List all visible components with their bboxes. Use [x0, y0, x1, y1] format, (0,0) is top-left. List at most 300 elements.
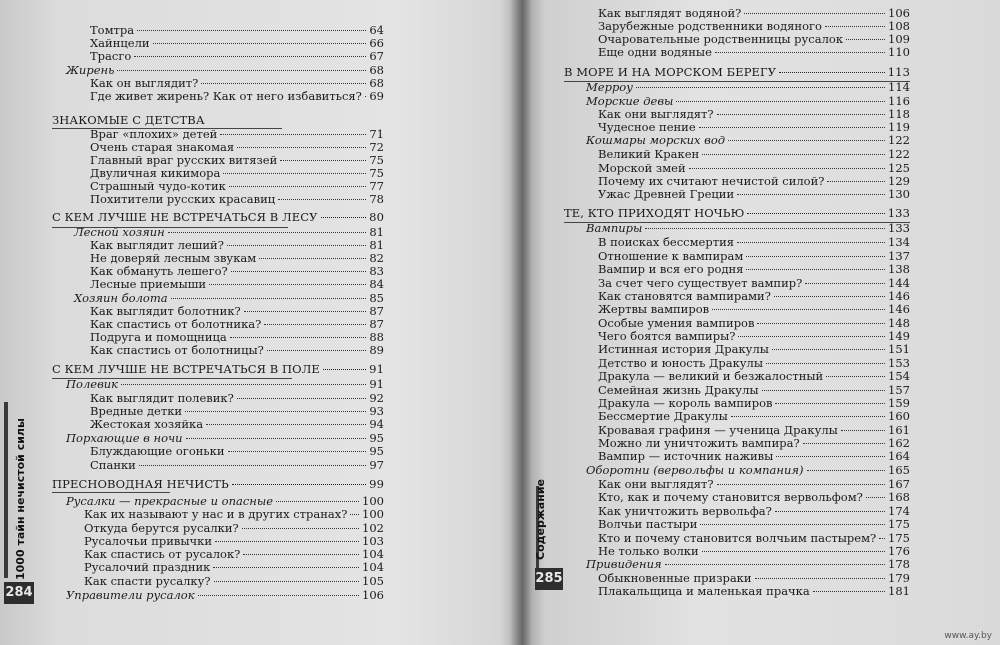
- dot-leader: [737, 242, 885, 243]
- toc-page-number: 134: [888, 235, 910, 249]
- toc-subsection-entry: [66, 378, 384, 391]
- dot-leader: [775, 511, 885, 512]
- dot-leader: [214, 581, 360, 582]
- toc-page-number: 95: [369, 431, 384, 445]
- toc-entry-title: Как они выглядят?: [598, 107, 714, 121]
- toc-entry-title: Зарубежные родственники водяного: [598, 19, 822, 33]
- toc-entry-title: Кто, как и почему становится вервольфом?: [598, 490, 863, 504]
- toc-entry: [598, 188, 910, 201]
- toc-entry-title: Оборотни (вервольфы и компания): [586, 463, 804, 477]
- dot-leader: [276, 501, 359, 502]
- dot-leader: [117, 70, 366, 71]
- toc-section-heading: [564, 66, 910, 79]
- toc-entry-title: Особые умения вампиров: [598, 316, 755, 330]
- toc-page-number: 138: [888, 262, 910, 276]
- toc-page-number: 118: [888, 107, 910, 121]
- toc-entry-title: Как спасти русалку?: [84, 574, 211, 588]
- toc-entry-title: Привидения: [586, 557, 662, 571]
- toc-entry: [598, 46, 910, 59]
- toc-page-number: 69: [369, 89, 384, 103]
- toc-entry-title: ПРЕСНОВОДНАЯ НЕЧИСТЬ: [52, 477, 229, 491]
- toc-page-number: 146: [888, 302, 910, 316]
- dot-leader: [350, 514, 359, 515]
- toc-page-number: 137: [888, 249, 910, 263]
- dot-leader: [866, 497, 885, 498]
- book-gutter: [510, 0, 532, 645]
- toc-page-number: 161: [888, 423, 910, 437]
- dot-leader: [215, 541, 359, 542]
- dot-leader: [636, 87, 885, 88]
- toc-entry-title: Как выглядит леший?: [90, 238, 224, 252]
- toc-entry-title: Морской змей: [598, 161, 686, 175]
- toc-entry-title: Мерроу: [586, 80, 633, 94]
- toc-entry: [90, 459, 384, 472]
- section-title-spine: Содержание: [534, 479, 547, 560]
- dot-leader: [278, 199, 366, 200]
- toc-page-number: 87: [369, 304, 384, 318]
- toc-entry-title: Не доверяй лесным звукам: [90, 251, 257, 265]
- toc-page-number: 122: [888, 133, 910, 147]
- toc-page-number: 144: [888, 276, 910, 290]
- toc-entry-title: Лесной хозяин: [74, 225, 165, 239]
- dot-leader: [712, 309, 885, 310]
- toc-entry: [90, 278, 384, 291]
- toc-entry-title: Великий Кракен: [598, 147, 700, 161]
- toc-entry-title: ТЕ, КТО ПРИХОДЯТ НОЧЬЮ: [564, 206, 745, 220]
- toc-entry-title: Хозяин болота: [74, 291, 168, 305]
- toc-page-number: 72: [369, 140, 384, 154]
- dot-leader: [230, 337, 367, 338]
- dot-leader: [737, 194, 885, 195]
- toc-page-number: 113: [887, 65, 910, 79]
- toc-page-number: 130: [888, 187, 910, 201]
- toc-entry-title: Плакальщица и маленькая прачка: [598, 584, 810, 598]
- dot-leader: [323, 369, 366, 370]
- toc-entry: [598, 343, 910, 356]
- dot-leader: [242, 528, 359, 529]
- dot-leader: [779, 72, 885, 73]
- toc-entry-title: Как становятся вампирами?: [598, 289, 771, 303]
- toc-page-number: 91: [369, 377, 384, 391]
- toc-section-heading: [564, 207, 910, 220]
- toc-entry-title: Семейная жизнь Дракулы: [598, 383, 759, 397]
- dot-leader: [738, 336, 885, 337]
- toc-entry-title: За счет чего существует вампир?: [598, 276, 803, 290]
- toc-page-number: 168: [888, 490, 910, 504]
- toc-page-number: 94: [369, 417, 384, 431]
- dot-leader: [879, 538, 885, 539]
- toc-page-number: 174: [888, 504, 910, 518]
- dot-leader: [775, 403, 885, 404]
- toc-entry: [84, 508, 384, 521]
- section-underline: [52, 378, 292, 379]
- toc-entry-title: Чудесное пение: [598, 120, 696, 134]
- toc-entry-title: Враг «плохих» детей: [90, 127, 218, 141]
- dot-leader: [805, 283, 885, 284]
- dot-leader: [168, 232, 367, 233]
- toc-page-number: 77: [369, 179, 384, 193]
- section-underline: [52, 492, 170, 493]
- toc-page-number: 64: [369, 23, 384, 37]
- toc-page-number: 119: [888, 120, 910, 134]
- toc-page-number: 67: [369, 49, 384, 63]
- toc-entry-title: Как обмануть лешего?: [90, 264, 228, 278]
- toc-page-number: 175: [888, 531, 910, 545]
- toc-entry-title: Жестокая хозяйка: [90, 417, 204, 431]
- dot-leader: [728, 140, 885, 141]
- book-title-spine: 1000 тайн нечистой силы: [14, 418, 27, 580]
- dot-leader: [776, 456, 885, 457]
- toc-page-number: 68: [369, 76, 384, 90]
- toc-entry-title: Очаровательные родственницы русалок: [598, 32, 844, 46]
- toc-entry: [598, 518, 910, 531]
- toc-page-number: 75: [369, 153, 384, 167]
- toc-entry-title: Морские девы: [586, 94, 674, 108]
- toc-section-heading: [52, 478, 384, 491]
- toc-entry: [90, 90, 384, 103]
- toc-entry: [90, 37, 384, 50]
- dot-leader: [153, 43, 367, 44]
- dot-leader: [267, 350, 367, 351]
- dot-leader: [137, 30, 366, 31]
- dot-leader: [201, 83, 366, 84]
- toc-entry-title: Страшный чудо-котик: [90, 179, 226, 193]
- toc-page-number: 75: [369, 166, 384, 180]
- toc-entry: [598, 303, 910, 316]
- toc-page-number: 114: [888, 80, 910, 94]
- toc-page-number: 87: [369, 317, 384, 331]
- dot-leader: [803, 443, 885, 444]
- toc-entry-title: Еще одни водяные: [598, 45, 712, 59]
- toc-entry-title: В поисках бессмертия: [598, 235, 734, 249]
- dot-leader: [237, 398, 367, 399]
- dot-leader: [227, 245, 366, 246]
- toc-entry-title: Русалки — прекрасные и опасные: [66, 494, 274, 508]
- dot-leader: [228, 451, 367, 452]
- toc-section-heading: [52, 114, 205, 127]
- toc-subsection-entry: [586, 464, 910, 477]
- dot-leader: [365, 96, 367, 97]
- toc-subsection-entry: [586, 222, 910, 235]
- toc-entry-title: Вампир — источник наживы: [598, 449, 774, 463]
- dot-leader: [699, 127, 885, 128]
- toc-page-number: 92: [369, 391, 384, 405]
- toc-page-number: 175: [888, 517, 910, 531]
- toc-page-number: 178: [888, 557, 910, 571]
- toc-page-number: 81: [369, 238, 384, 252]
- dot-leader: [259, 258, 366, 259]
- toc-entry: [598, 370, 910, 383]
- toc-entry-title: Полевик: [66, 377, 119, 391]
- toc-page-number: 164: [888, 449, 910, 463]
- toc-entry-title: Бессмертие Дракулы: [598, 409, 728, 423]
- toc-page-number: 66: [369, 36, 384, 50]
- dot-leader: [321, 217, 367, 218]
- toc-page-number: 176: [888, 544, 910, 558]
- toc-page-number: 133: [888, 221, 910, 235]
- toc-page-number: 82: [369, 251, 384, 265]
- toc-section-heading: [52, 363, 384, 376]
- toc-entry: [598, 450, 910, 463]
- toc-entry-title: С КЕМ ЛУЧШЕ НЕ ВСТРЕЧАТЬСЯ В ПОЛЕ: [52, 362, 320, 376]
- toc-entry: [90, 445, 384, 458]
- toc-page-number: 71: [369, 127, 384, 141]
- toc-subsection-entry: [586, 81, 910, 94]
- toc-page-number: 109: [888, 32, 910, 46]
- toc-page-number: 102: [362, 521, 384, 535]
- toc-entry-title: Управители русалок: [66, 588, 195, 602]
- toc-page-number: 157: [888, 383, 910, 397]
- toc-entry: [598, 585, 910, 598]
- dot-leader: [689, 168, 885, 169]
- dot-leader: [717, 114, 885, 115]
- toc-entry-title: Где живет жирень? Как от него избавиться?: [90, 89, 362, 103]
- toc-entry: [598, 263, 910, 276]
- toc-page-number: 181: [888, 584, 910, 598]
- toc-entry-title: Почему их считают нечистой силой?: [598, 174, 825, 188]
- dot-leader: [766, 363, 885, 364]
- toc-entry-title: Двуличная кикимора: [90, 166, 221, 180]
- dot-leader: [813, 591, 885, 592]
- dot-leader: [665, 564, 885, 565]
- toc-entry-title: Жирень: [66, 63, 115, 77]
- toc-entry-title: Русалочий праздник: [84, 560, 211, 574]
- toc-page-number: 89: [369, 343, 384, 357]
- toc-page-number: 68: [369, 63, 384, 77]
- toc-page-number: 160: [888, 409, 910, 423]
- toc-page-number: 151: [888, 342, 910, 356]
- dot-leader: [185, 411, 366, 412]
- toc-subsection-entry: [66, 589, 384, 602]
- right-page-number: 285: [535, 568, 563, 590]
- dot-leader: [827, 181, 885, 182]
- toc-entry-title: Не только волки: [598, 544, 699, 558]
- toc-entry-title: Дракула — великий и безжалостный: [598, 369, 824, 383]
- toc-page-number: 91: [369, 362, 384, 376]
- toc-page-number: 83: [369, 264, 384, 278]
- dot-leader: [715, 52, 885, 53]
- toc-entry: [84, 561, 384, 574]
- toc-page-number: 80: [369, 210, 384, 224]
- toc-entry-title: Русалочьи привычки: [84, 534, 212, 548]
- dot-leader: [244, 311, 367, 312]
- toc-entry: [90, 418, 384, 431]
- toc-entry-title: С КЕМ ЛУЧШЕ НЕ ВСТРЕЧАТЬСЯ В ЛЕСУ: [52, 210, 318, 224]
- toc-entry-title: Как их называют у нас и в других странах?: [84, 507, 348, 521]
- dot-leader: [731, 416, 885, 417]
- toc-entry-title: Как спастись от болотницы?: [90, 343, 264, 357]
- toc-entry-title: Как уничтожить вервольфа?: [598, 504, 772, 518]
- toc-entry-title: Как выглядят водяной?: [598, 6, 742, 20]
- dot-leader: [807, 470, 886, 471]
- dot-leader: [746, 256, 885, 257]
- toc-entry: [598, 148, 910, 161]
- toc-entry-title: Жертвы вампиров: [598, 302, 710, 316]
- section-underline: [52, 227, 288, 228]
- toc-entry-title: Ужас Древней Греции: [598, 187, 735, 201]
- dot-leader: [134, 56, 366, 57]
- toc-page-number: 78: [369, 192, 384, 206]
- toc-page-number: 95: [369, 444, 384, 458]
- toc-page-number: 165: [888, 463, 910, 477]
- toc-entry-title: Детство и юность Дракулы: [598, 356, 763, 370]
- toc-page-number: 167: [888, 477, 910, 491]
- dot-leader: [645, 228, 885, 229]
- toc-page-number: 106: [362, 588, 384, 602]
- toc-entry-title: Лесные приемыши: [90, 277, 207, 291]
- toc-entry-title: Главный враг русских витязей: [90, 153, 278, 167]
- dot-leader: [755, 578, 886, 579]
- toc-entry-title: Отношение к вампирам: [598, 249, 744, 263]
- dot-leader: [746, 269, 885, 270]
- toc-page-number: 105: [362, 574, 384, 588]
- toc-page-number: 97: [369, 458, 384, 472]
- dot-leader: [213, 567, 359, 568]
- dot-leader: [243, 554, 359, 555]
- section-underline: [52, 128, 282, 129]
- dot-leader: [209, 284, 366, 285]
- toc-entry-title: Истинная история Дракулы: [598, 342, 769, 356]
- toc-entry-title: Хайнцели: [90, 36, 150, 50]
- toc-page-number: 116: [888, 94, 910, 108]
- dot-leader: [264, 324, 366, 325]
- toc-entry-title: Как спастись от русалок?: [84, 547, 241, 561]
- toc-entry-title: Вампиры: [586, 221, 643, 235]
- toc-page-number: 104: [362, 547, 384, 561]
- toc-entry-title: Как спастись от болотника?: [90, 317, 262, 331]
- dot-leader: [198, 595, 359, 596]
- toc-page-number: 99: [369, 477, 384, 491]
- toc-page-number: 179: [888, 571, 910, 585]
- toc-page-number: 85: [369, 291, 384, 305]
- toc-entry-title: Вампир и вся его родня: [598, 262, 744, 276]
- toc-entry-title: Обыкновенные призраки: [598, 571, 752, 585]
- toc-page-number: 159: [888, 396, 910, 410]
- toc-entry: [598, 410, 910, 423]
- dot-leader: [139, 465, 367, 466]
- toc-entry-title: ЗНАКОМЫЕ С ДЕТСТВА: [52, 113, 205, 127]
- dot-leader: [825, 26, 885, 27]
- toc-entry-title: В МОРЕ И НА МОРСКОМ БЕРЕГУ: [564, 65, 777, 79]
- toc-entry: [90, 193, 384, 206]
- dot-leader: [220, 134, 366, 135]
- dot-leader: [700, 524, 885, 525]
- dot-leader: [676, 101, 885, 102]
- left-page-number: 284: [4, 582, 34, 604]
- dot-leader: [229, 186, 367, 187]
- toc-entry: [84, 575, 384, 588]
- dot-leader: [826, 376, 885, 377]
- dot-leader: [841, 430, 885, 431]
- toc-entry-title: Кровавая графиня — ученица Дракулы: [598, 423, 838, 437]
- dot-leader: [702, 154, 885, 155]
- dot-leader: [702, 551, 885, 552]
- dot-leader: [747, 213, 884, 214]
- dot-leader: [846, 39, 885, 40]
- toc-page-number: 104: [362, 560, 384, 574]
- dot-leader: [757, 323, 885, 324]
- toc-subsection-entry: [586, 558, 910, 571]
- dot-leader: [206, 424, 366, 425]
- toc-page-number: 81: [369, 225, 384, 239]
- toc-entry-title: Можно ли уничтожить вампира?: [598, 436, 800, 450]
- dot-leader: [223, 173, 366, 174]
- toc-entry-title: Вредные детки: [90, 404, 183, 418]
- toc-page-number: 108: [888, 19, 910, 33]
- toc-entry-title: Порхающие в ночи: [66, 431, 183, 445]
- toc-page-number: 100: [362, 494, 384, 508]
- dot-leader: [762, 390, 886, 391]
- dot-leader: [121, 384, 366, 385]
- toc-page-number: 110: [888, 45, 910, 59]
- toc-subsection-entry: [586, 134, 910, 147]
- dot-leader: [171, 298, 367, 299]
- toc-entry-title: Подруга и помощница: [90, 330, 227, 344]
- toc-page-number: 100: [362, 507, 384, 521]
- toc-entry: [598, 236, 910, 249]
- dot-leader: [186, 438, 367, 439]
- toc-page-number: 103: [362, 534, 384, 548]
- dot-leader: [232, 484, 366, 485]
- section-underline: [564, 81, 910, 82]
- dot-leader: [772, 349, 885, 350]
- toc-page-number: 93: [369, 404, 384, 418]
- toc-page-number: 125: [888, 161, 910, 175]
- toc-page-number: 153: [888, 356, 910, 370]
- toc-page-number: 88: [369, 330, 384, 344]
- toc-entry-title: Дракула — король вампиров: [598, 396, 773, 410]
- toc-page-number: 84: [369, 277, 384, 291]
- toc-entry: [90, 344, 384, 357]
- toc-entry-title: Как они выглядят?: [598, 477, 714, 491]
- toc-entry-title: Очень старая знакомая: [90, 140, 235, 154]
- toc-page-number: 146: [888, 289, 910, 303]
- toc-page-number: 106: [888, 6, 910, 20]
- dot-leader: [774, 296, 885, 297]
- toc-page-number: 129: [888, 174, 910, 188]
- toc-entry-title: Откуда берутся русалки?: [84, 521, 239, 535]
- dot-leader: [237, 147, 366, 148]
- section-underline: [564, 222, 910, 223]
- toc-entry-title: Волчьи пастыри: [598, 517, 698, 531]
- dot-leader: [280, 160, 366, 161]
- dot-leader: [231, 271, 367, 272]
- toc-entry-title: Похитители русских красавиц: [90, 192, 276, 206]
- dot-leader: [744, 13, 885, 14]
- toc-entry-title: Как выглядит болотник?: [90, 304, 241, 318]
- toc-entry-title: Как он выглядит?: [90, 76, 199, 90]
- toc-page-number: 148: [888, 316, 910, 330]
- left-sidebar-bar: [4, 402, 8, 578]
- toc-entry-title: Кто и почему становится волчьим пастырем?: [598, 531, 877, 545]
- toc-page-number: 149: [888, 329, 910, 343]
- toc-page-number: 162: [888, 436, 910, 450]
- toc-entry: [598, 491, 910, 504]
- watermark: www.ay.by: [944, 631, 992, 641]
- dot-leader: [717, 484, 885, 485]
- right-page: [530, 0, 1000, 645]
- toc-page-number: 154: [888, 369, 910, 383]
- toc-section-heading: [52, 211, 384, 224]
- toc-entry-title: Чего боятся вампиры?: [598, 329, 736, 343]
- toc-entry-title: Блуждающие огоньки: [90, 444, 225, 458]
- toc-page-number: 122: [888, 147, 910, 161]
- toc-page-number: 133: [887, 206, 910, 220]
- toc-entry-title: Спанки: [90, 458, 136, 472]
- toc-entry: [90, 50, 384, 63]
- toc-entry-title: Трасго: [90, 49, 132, 63]
- toc-entry-title: Томтра: [90, 23, 135, 37]
